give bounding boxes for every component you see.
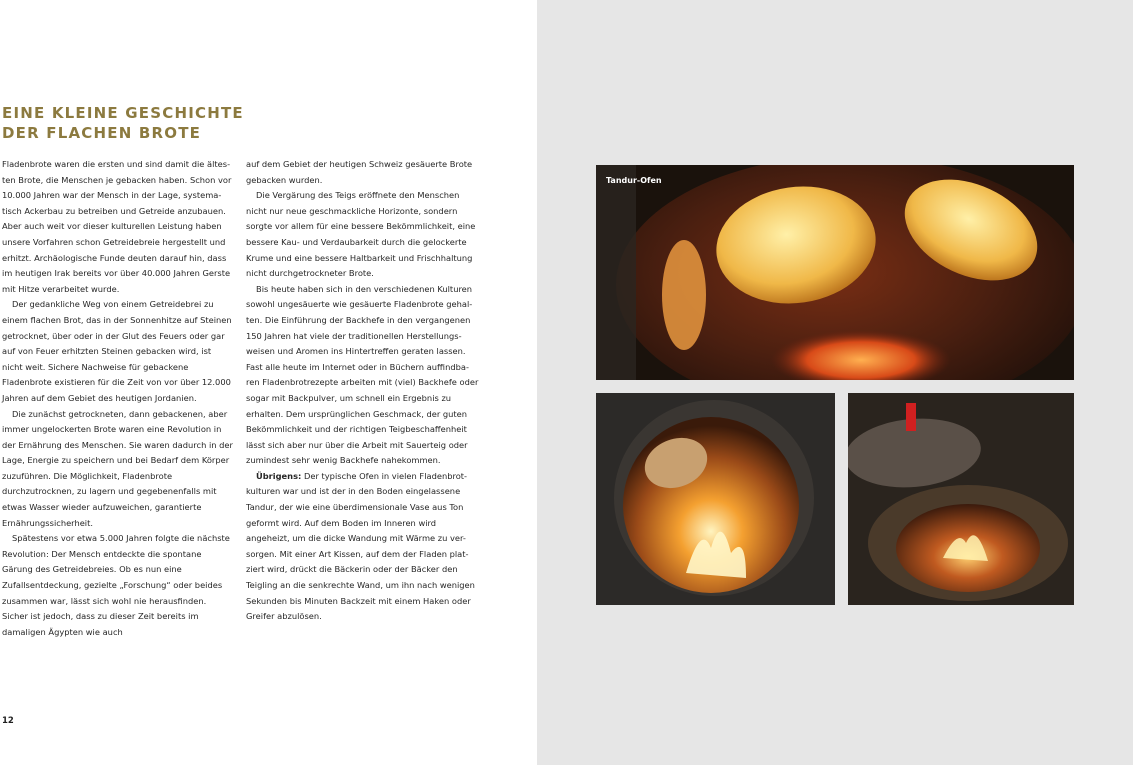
page-number: 12 [2, 716, 14, 726]
tandur-photo-top [596, 165, 1074, 380]
paragraph [246, 469, 482, 625]
tandur-photo-lid [848, 393, 1074, 605]
paragraph: Die Vergärung des Teigs eröffnete den Menschen nicht nur neue geschmackliche Horizonte, sondern sorgte vor allem für eine bessere Bekömmlichkeit, eine bessere Kau- und Verdaubarkeit durch die gelockerte Krume und eine bessere Haltbarkeit und Frischhaltung nicht durchgetrockneter Brote. [246, 190, 476, 279]
text-column-2 [246, 157, 482, 625]
paragraph: Der gedankliche Weg von einem Getreidebrei zu einem flachen Brot, das in der Sonnenhitze auf Steinen getrocknet, über oder in der Glut des Feuers oder gar auf von Feuer erhitzten Steinen gebacken wird, ist nicht weit. Sichere Nachweise für gebackene Fladenbrote existieren für die Zeit von vor über 12.000 Jahren auf dem Gebiet des heutigen Jordanien. [2, 299, 232, 403]
paragraph: auf dem Gebiet der heutigen Schweiz gesäuerte Brote gebacken wurden. [246, 159, 473, 185]
paragraph: Fladenbrote waren die ersten und sind damit die ältes-ten Brote, die Menschen je gebacken haben. Schon vor 10.000 Jahren war der Mensch in der Lage, systema-tisch Ackerbau zu betreiben und Getreide anzubauen. Aber auch weit vor dieser kulturellen Leistung haben unsere Vorfahren schon Getreidebreie hergestellt und erhitzt. Archäologische Funde deuten darauf hin, dass im heutigen Irak bereits vor über 40.000 Jahren Gerste mit Hitze verarbeitet wurde. [2, 159, 232, 294]
right-page [537, 0, 1133, 765]
paragraph-text: Der typische Ofen in vielen Fladenbrot-kulturen war und ist der in den Boden eingelassene Tandur, der wie eine überdimensionale Vase aus Ton geformt wird. Auf dem Boden im Inneren wird angeheizt, um die dicke Wandung mit Wärme zu ver-sorgen. Mit einer Art Kissen, auf dem der Fladen plat-ziert wird, drückt die Bäckerin oder der Bäcker den Teigling an die senkrechte Wand, um ihn nach wenigen Sekunden bis Minuten Backzeit mit einem Haken oder Greifer abzulösen. [246, 470, 475, 622]
paragraph: Bis heute haben sich in den verschiedenen Kulturen sowohl ungesäuerte wie gesäuerte Fladenbrote gehal-ten. Die Einführung der Backhefe in den vergangenen 150 Jahren hat viele der traditionellen Herstellungs-weisen und Aromen ins Hintertreffen geraten lassen. Fast alle heute im Internet oder in Büchern auffindba-ren Fladenbrotrezepte arbeiten mit (viel) Backhefe oder sogar mit Backpulver, um schnell ein Ergebnis zu erhalten. Dem ursprünglichen Geschmack, der guten Bekömmlichkeit und der richtigen Teigbeschaffenheit lässt sich aber nur über die Arbeit mit Sauerteig oder zumindest sehr wenig Backhefe nahekommen. [246, 283, 479, 466]
title-line-2: DER FLACHEN BROTE [2, 124, 202, 142]
chapter-title [2, 103, 282, 143]
photo-caption: Tandur-Ofen [606, 176, 662, 185]
text-column-1 [2, 157, 234, 640]
paragraph: Die zunächst getrockneten, dann gebackenen, aber immer ungelockerten Brote waren eine Revolution in der Ernährung des Menschen. Sie waren dadurch in der Lage, Energie zu speichern und bei Bedarf dem Körper zuzuführen. Die Möglichkeit, Fladenbrote durchzutrocknen, zu lagern und gegebenenfalls mit etwas Wasser wieder aufzuweichen, garantierte Ernährungssicherheit. [2, 408, 233, 528]
bold-lead: Übrigens: [256, 470, 302, 481]
title-line-1: EINE KLEINE GESCHICHTE [2, 104, 244, 122]
paragraph: Spätestens vor etwa 5.000 Jahren folgte die nächste Revolution: Der Mensch entdeckte die spontane Gärung des Getreidebreies. Ob es nun eine Zufallsentdeckung, gezielte „Forschung“ oder beides zusammen war, lässt sich wohl nie herausfinden. Sicher ist jedoch, dass zu dieser Zeit bereits im damaligen Ägypten wie auch [2, 533, 230, 637]
tandur-photo-fire [596, 393, 835, 605]
